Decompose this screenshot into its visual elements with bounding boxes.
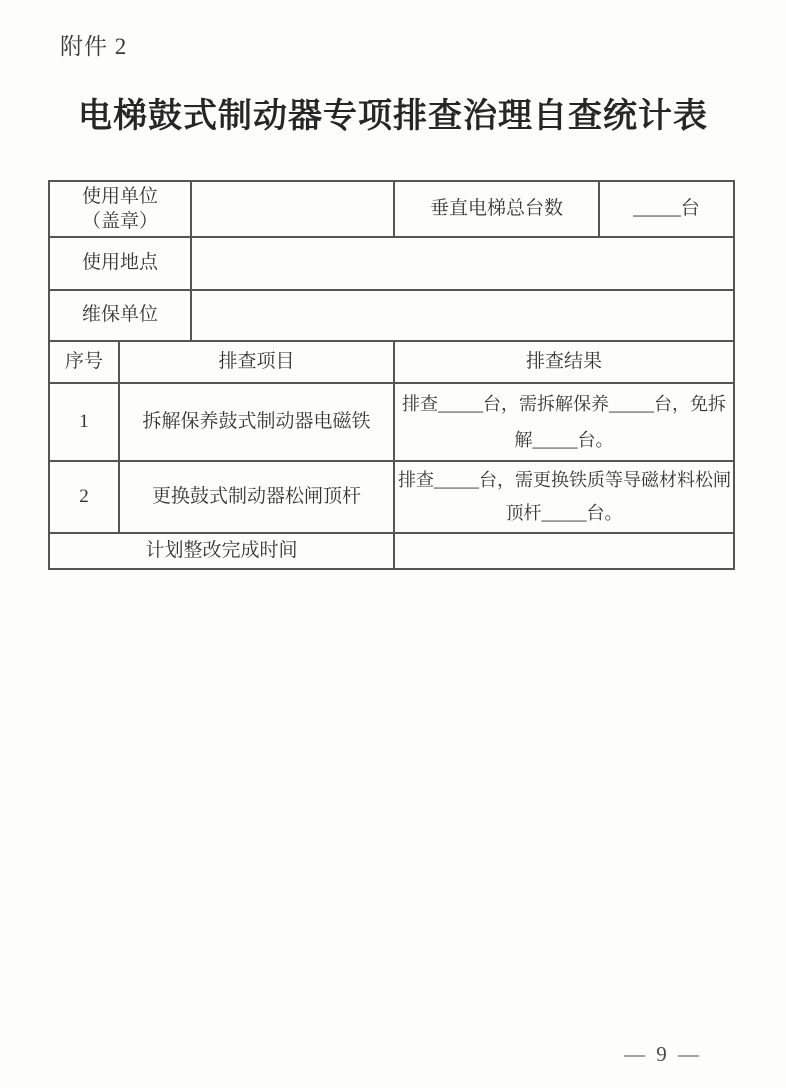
row-maintenance-unit bbox=[49, 290, 734, 341]
self-inspection-form-table bbox=[48, 180, 735, 570]
item-2-name: 更换鼓式制动器松闸顶杆 bbox=[119, 461, 394, 533]
elevator-count-label: 垂直电梯总台数 bbox=[394, 181, 599, 237]
row-plan-completion-time bbox=[49, 533, 734, 569]
elevator-count-value-cell: _____台 bbox=[599, 181, 734, 237]
attachment-label: 附件 2 bbox=[60, 34, 128, 59]
item-1-result-line2: 解_____台。 bbox=[514, 430, 614, 450]
use-unit-label bbox=[49, 181, 191, 237]
item-1-seq: 1 bbox=[49, 383, 119, 461]
maintenance-unit-value-cell bbox=[191, 290, 734, 341]
header-seq: 序号 bbox=[49, 341, 119, 383]
use-unit-label-line2: （盖章） bbox=[82, 211, 159, 232]
page-number: — 9 — bbox=[624, 1042, 702, 1066]
row-use-unit bbox=[49, 181, 734, 237]
item-2-result-line1: 排查_____台，需更换铁质等导磁材料松闸 bbox=[398, 470, 732, 490]
table-header-row bbox=[49, 341, 734, 383]
item-2-result-cell bbox=[394, 461, 734, 533]
item-2-result-line2: 顶杆_____台。 bbox=[505, 503, 623, 523]
item-1-name: 拆解保养鼓式制动器电磁铁 bbox=[119, 383, 394, 461]
plan-completion-value-cell bbox=[394, 533, 734, 569]
row-use-location bbox=[49, 237, 734, 290]
item-1-result-line1: 排查_____台，需拆解保养_____台，免拆 bbox=[402, 394, 727, 414]
header-item: 排查项目 bbox=[119, 341, 394, 383]
plan-completion-label: 计划整改完成时间 bbox=[49, 533, 394, 569]
use-unit-value-cell bbox=[191, 181, 394, 237]
use-location-label: 使用地点 bbox=[49, 237, 191, 290]
table-row-item-1 bbox=[49, 383, 734, 461]
use-unit-label-line1: 使用单位 bbox=[82, 186, 159, 207]
use-location-value-cell bbox=[191, 237, 734, 290]
table-row-item-2 bbox=[49, 461, 734, 533]
page-title: 电梯鼓式制动器专项排查治理自查统计表 bbox=[78, 98, 708, 135]
item-1-result-cell bbox=[394, 383, 734, 461]
item-2-seq: 2 bbox=[49, 461, 119, 533]
header-result: 排查结果 bbox=[394, 341, 734, 383]
maintenance-unit-label: 维保单位 bbox=[49, 290, 191, 341]
